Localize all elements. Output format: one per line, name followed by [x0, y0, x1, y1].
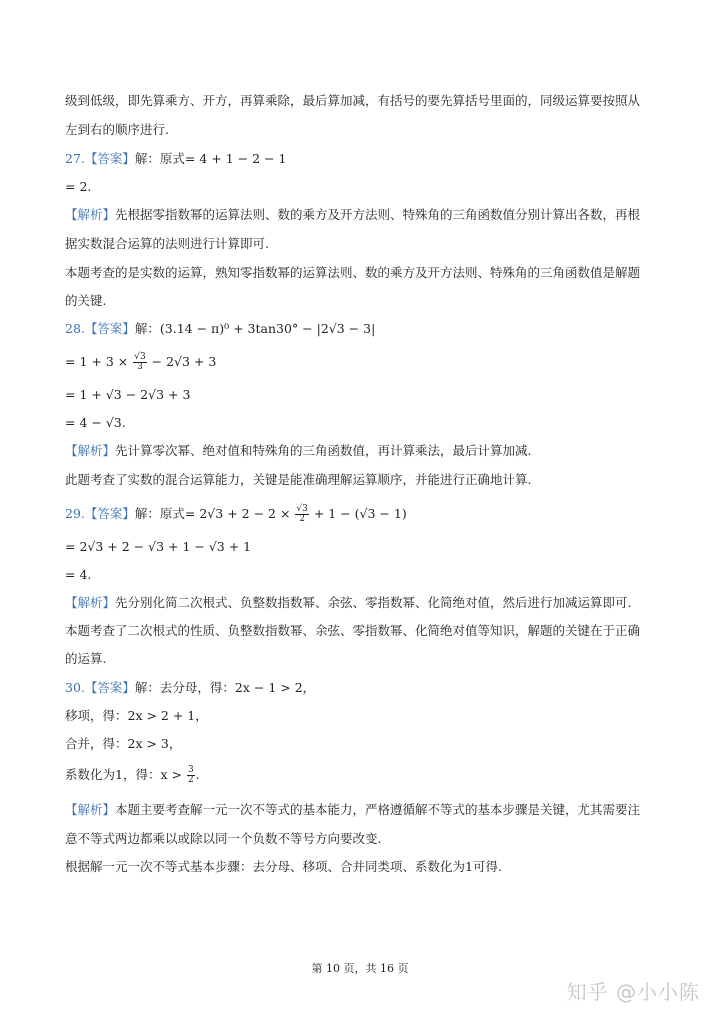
math-line: = 4 − √3. [65, 415, 126, 430]
math-line: = 4. [65, 567, 92, 582]
analysis-tag: 【解析】 [65, 443, 116, 458]
math-line: = 1 + √3 − 2√3 + 3 [65, 387, 191, 402]
question-number: 29. [65, 506, 85, 521]
fraction [187, 766, 195, 785]
text-line: 的运算. [65, 651, 107, 666]
answer-tag: 【答案】 [84, 506, 135, 521]
analysis-text: 先计算零次幂、绝对值和特殊角的三角函数值，再计算乘法，最后计算加减. [115, 443, 532, 458]
analysis-text: 先分别化简二次根式、负整数指数幂、余弦、零指数幂、化简绝对值，然后进行加减运算即可. [115, 595, 632, 610]
math-text: . [195, 767, 200, 782]
fraction [133, 353, 146, 372]
fraction-denominator: 3 [137, 362, 143, 372]
text-line: 左到右的顺序进行. [65, 122, 169, 137]
q27-analysis-line [65, 206, 680, 224]
text-line: 据实数混合运算的法则进行计算即可. [65, 236, 269, 251]
q30-analysis-line [65, 801, 680, 819]
analysis-text: 本题主要考查解一元一次不等式的基本能力，严格遵循解不等式的基本步骤是关键，尤其需要注 [115, 802, 641, 817]
math-text: 系数化为1，得：x > [65, 767, 186, 782]
math-text: − 2√3 + 3 [147, 354, 217, 369]
analysis-tag: 【解析】 [65, 595, 116, 610]
math-line: = 2√3 + 2 − √3 + 1 − √3 + 1 [65, 539, 252, 554]
analysis-text: 先根据零指数幂的运算法则、数的乘方及开方法则、特殊角的三角函数值分别计算出各数，再根 [115, 207, 641, 222]
question-number: 30. [65, 680, 85, 695]
q28-answer-line [65, 320, 680, 338]
fraction-numerator: 3 [187, 765, 194, 775]
analysis-tag: 【解析】 [65, 802, 116, 817]
answer-text: + 1 − (√3 − 1) [309, 506, 407, 521]
text-line: 此题考查了实数的混合运算能力，关键是能准确理解运算顺序，并能进行正确地计算. [65, 472, 532, 487]
math-text: = 1 + 3 × [65, 354, 133, 369]
fraction-numerator: √3 [296, 504, 308, 514]
question-number: 28. [65, 321, 85, 336]
page-footer: 第 10 页，共 16 页 [311, 962, 409, 975]
fraction-denominator: 2 [299, 514, 305, 524]
answer-text: 解：原式= 2√3 + 2 − 2 × [134, 506, 295, 521]
fraction-numerator: √3 [134, 352, 146, 362]
question-number: 27. [65, 151, 85, 166]
answer-tag: 【答案】 [84, 680, 135, 695]
text-line: 本题考查了二次根式的性质、负整数指数幂、余弦、零指数幂、化简绝对值等知识，解题的关键在于正确 [65, 623, 641, 638]
answer-text: 解：去分母，得：2x − 1 > 2， [134, 680, 316, 695]
math-line: 移项，得：2x > 2 + 1， [65, 708, 208, 723]
answer-text: 解：(3.14 − π)⁰ + 3tan30° − |2√3 − 3| [134, 321, 376, 336]
answer-tag: 【答案】 [84, 151, 135, 166]
fraction-denominator: 2 [187, 775, 194, 785]
text-line: 的关键. [65, 293, 107, 308]
text-line: 意不等式两边都乘以或除以同一个负数不等号方向要改变. [65, 831, 382, 846]
text-line: 本题考查的是实数的运算，熟知零指数幂的运算法则、数的乘方及开方法则、特殊角的三角函数值是解题 [65, 265, 641, 280]
q28-math-line [65, 353, 680, 372]
watermark: 知乎 @小小陈 [566, 980, 700, 1004]
q30-math-line [65, 766, 680, 785]
math-line: = 2. [65, 179, 92, 194]
fraction [295, 505, 308, 524]
math-line: 合并，得：2x > 3， [65, 736, 182, 751]
analysis-tag: 【解析】 [65, 207, 116, 222]
q28-analysis-line [65, 442, 680, 460]
q29-answer-line [65, 505, 680, 524]
text-line: 根据解一元一次不等式基本步骤：去分母、移项、合并同类项、系数化为1可得. [65, 859, 502, 874]
q27-answer-line [65, 150, 680, 168]
text-line: 级到低级，即先算乘方、开方，再算乘除，最后算加减，有括号的要先算括号里面的，同级运算要按照从 [65, 93, 641, 108]
answer-tag: 【答案】 [84, 321, 135, 336]
q29-analysis-line [65, 594, 680, 612]
answer-text: 解：原式= 4 + 1 − 2 − 1 [134, 151, 287, 166]
q30-answer-line [65, 679, 680, 697]
